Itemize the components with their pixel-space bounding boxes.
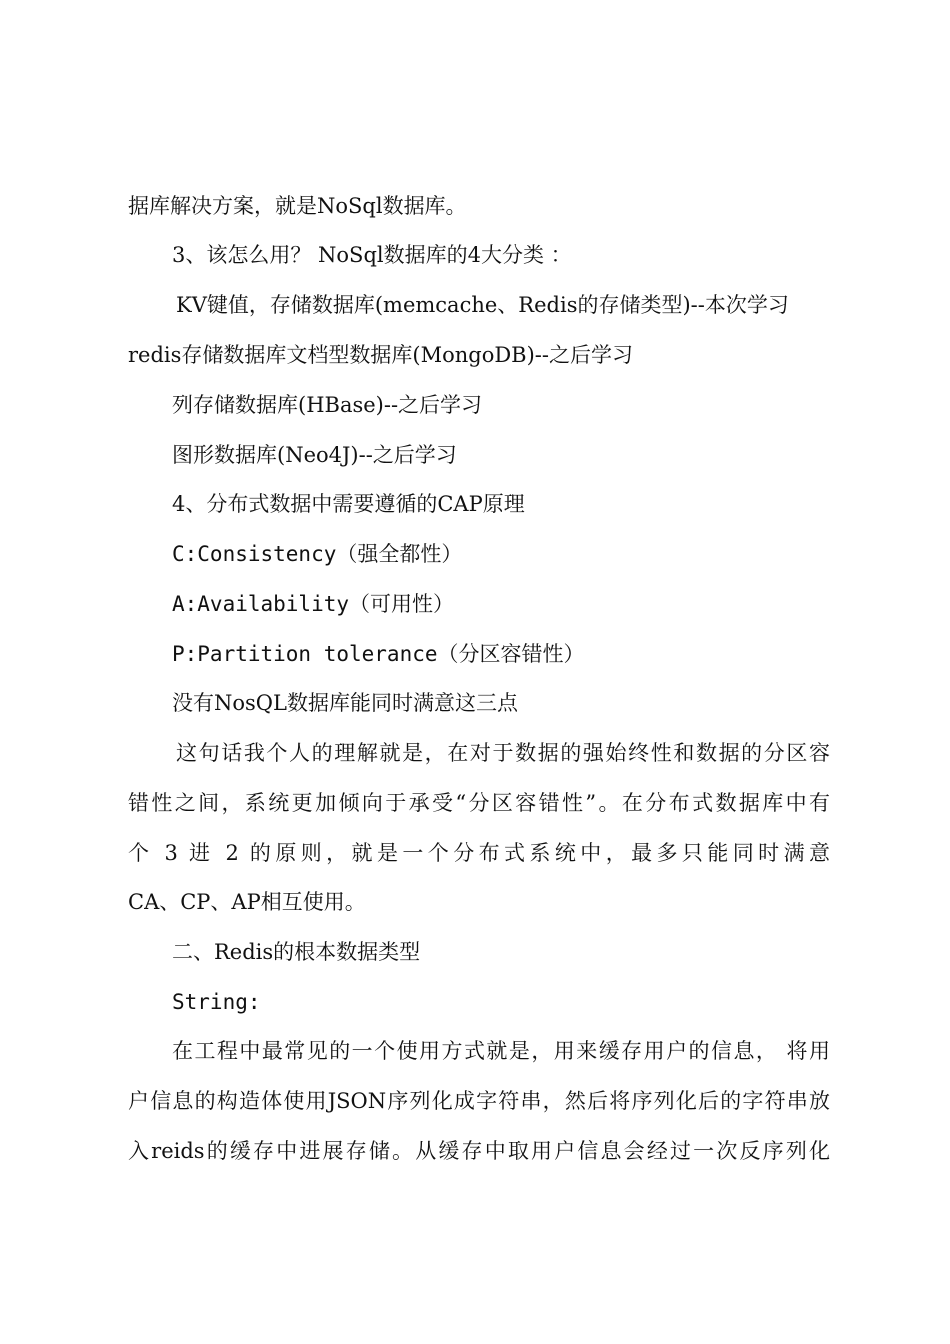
section-heading: 4、分布式数据中需要遵循的CAP原理 — [172, 492, 525, 516]
paragraph-line: 列存储数据库(HBase)--之后学习 — [172, 393, 483, 417]
paragraph-line: 在工程中最常见的一个使用方式就是，用来缓存用户的信息， 将用 — [172, 1039, 830, 1063]
paragraph-line: CA、CP、AP相互使用。 — [128, 890, 366, 914]
paragraph-line: 图形数据库(Neo4J)--之后学习 — [172, 443, 457, 467]
paragraph-line: 户信息的构造体使用JSON序列化成字符串，然后将序列化后的字符串放 — [128, 1089, 830, 1113]
cap-availability-line: A:Availability（可用性） — [172, 592, 455, 616]
paragraph-line: 入reids的缓存中进展存储。从缓存中取用户信息会经过一次反序列化 — [128, 1139, 830, 1163]
paragraph-line: redis存储数据库文档型数据库(MongoDB)--之后学习 — [128, 343, 634, 367]
paragraph-line: 个 3 进 2 的原则，就是一个分布式系统中，最多只能同时满意 — [128, 841, 830, 865]
cap-partition-line: P:Partition tolerance（分区容错性） — [172, 642, 585, 666]
section-heading: 二、Redis的根本数据类型 — [172, 940, 421, 964]
paragraph-line: KV键值，存储数据库(memcache、Redis的存储类型)--本次学习 — [176, 293, 789, 317]
subsection-heading: String: — [172, 990, 261, 1014]
paragraph-line: 据库解决方案，就是NoSql数据库。 — [128, 194, 467, 218]
paragraph-line: 错性之间，系统更加倾向于承受“分区容错性”。在分布式数据库中有 — [128, 791, 830, 815]
section-heading: 3、该怎么用？ NoSql数据库的4大分类 ： — [172, 243, 572, 267]
paragraph-line: 这句话我个人的理解就是，在对于数据的强始终性和数据的分区容 — [176, 741, 830, 765]
cap-consistency-line: C:Consistency（强全都性） — [172, 542, 463, 566]
paragraph-line: 没有NosQL数据库能同时满意这三点 — [172, 691, 518, 715]
